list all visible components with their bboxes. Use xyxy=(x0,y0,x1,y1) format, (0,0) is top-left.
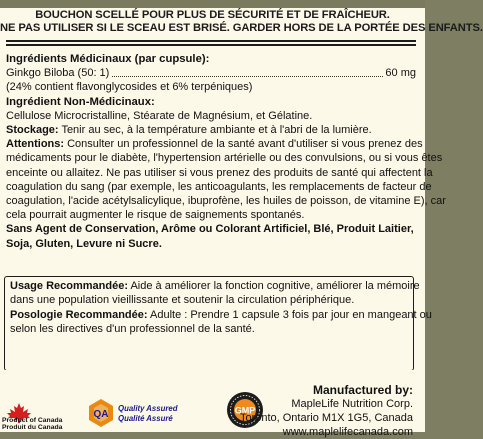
manufacturer-block xyxy=(240,383,413,439)
manufacturer-website[interactable]: www.maplelifecanada.com xyxy=(282,426,413,438)
usage-text-2: dans une population vieillissante et soutenir la circulation périphérique. xyxy=(10,294,355,307)
dotted-leader xyxy=(112,75,383,77)
free-of-line-2: Soja, Gluten, Levure ni Sucre. xyxy=(6,237,162,250)
quality-assured-icon xyxy=(86,398,116,428)
storage-text: Tenir au sec, à la température ambiante et à l'abri de la lumière. xyxy=(61,124,372,137)
gmp-letters: GMP xyxy=(234,405,256,416)
storage-line xyxy=(6,123,416,137)
usage-label: Usage Recommandée: xyxy=(10,280,128,292)
attention-text-3: enceinte ou allaitez. Ne pas utiliser si vous prenez des produits de santé qui affectent la xyxy=(6,166,433,179)
usage-text-1: Aide à améliorer la fonction cognitive, améliorer la mémoire xyxy=(130,280,420,292)
usage-section xyxy=(10,279,432,336)
usage-line-1 xyxy=(10,279,420,293)
product-of-canada xyxy=(2,417,62,432)
free-of-line-1: Sans Agent de Conservation, Arôme ou Colorant Artificiel, Blé, Produit Laitier, xyxy=(6,223,414,236)
manufacturer-address: Toronto, Ontario M1X 1G5, Canada xyxy=(239,412,413,424)
ingredients-section xyxy=(6,52,446,251)
attention-label: Attentions: xyxy=(6,138,65,151)
quality-assured-en: Quality Assured xyxy=(118,404,178,413)
nonmedicinal-list: Cellulose Microcristalline, Stéarate de Magnésium, et Gélatine. xyxy=(6,109,313,122)
attention-line-1 xyxy=(6,137,423,151)
product-of-canada-fr: Produit du Canada xyxy=(2,424,63,432)
header-line-1: BOUCHON SCELLÉ POUR PLUS DE SÉCURITÉ ET DE FRAÎCHEUR. xyxy=(35,9,390,21)
quality-assured-text xyxy=(118,404,178,424)
header-line-2: NE PAS UTILISER SI LE SCEAU EST BRISÉ. GARDER HORS DE LA PORTÉE DES ENFANTS. xyxy=(0,22,483,34)
attention-text-1: Consulter un professionnel de la santé avant d'utiliser si vous prenez des xyxy=(67,138,423,151)
manufacturer-title: Manufactured by: xyxy=(312,383,413,397)
attention-text-4: coagulation du sang (par exemple, les anticoagulants, les remplacements de facteur de xyxy=(6,180,432,193)
dose-text-2: selon les directives d'un professionnel de la santé. xyxy=(10,322,255,335)
header-warning xyxy=(0,9,483,35)
medicinal-heading: Ingrédients Médicinaux (par cupsule): xyxy=(6,53,210,65)
manufacturer-company: MapleLife Nutrition Corp. xyxy=(291,398,413,410)
divider-top-2 xyxy=(6,44,416,46)
attention-text-5: coagulation, l'acide acétylsalicylique, ibuprofène, les huiles de poisson, de vitamine E), car xyxy=(6,195,446,208)
divider-top xyxy=(6,40,416,42)
quality-assured-fr: Qualité Assuré xyxy=(118,414,173,423)
dose-label: Posologie Recommandée: xyxy=(10,308,148,321)
nonmedicinal-heading: Ingrédient Non-Médicinaux: xyxy=(6,95,155,108)
dose-line-1 xyxy=(10,308,432,322)
top-edge xyxy=(0,0,425,8)
ingredient-note: (24% contient flavonglycosides et 6% terpéniques) xyxy=(6,81,253,94)
attention-text-6: cela pourrait augmenter le risque de saignements spontanés. xyxy=(6,209,305,222)
dose-text-1: Adulte : Prendre 1 capsule 3 fois par jour en mangeant ou xyxy=(150,308,432,321)
qa-icon-letters: QA xyxy=(93,409,109,420)
ingredient-amount: 60 mg xyxy=(385,67,416,80)
attention-text-2: médicaments pour le diabète, l'hypertension artérielle ou des convulsions, ou si vous êtes xyxy=(6,152,443,165)
storage-label: Stockage: xyxy=(6,124,59,137)
ingredient-row xyxy=(6,66,416,80)
product-of-canada-en: Product of Canada xyxy=(2,417,63,424)
ingredient-name: Ginkgo Biloba (50: 1) xyxy=(6,67,110,80)
